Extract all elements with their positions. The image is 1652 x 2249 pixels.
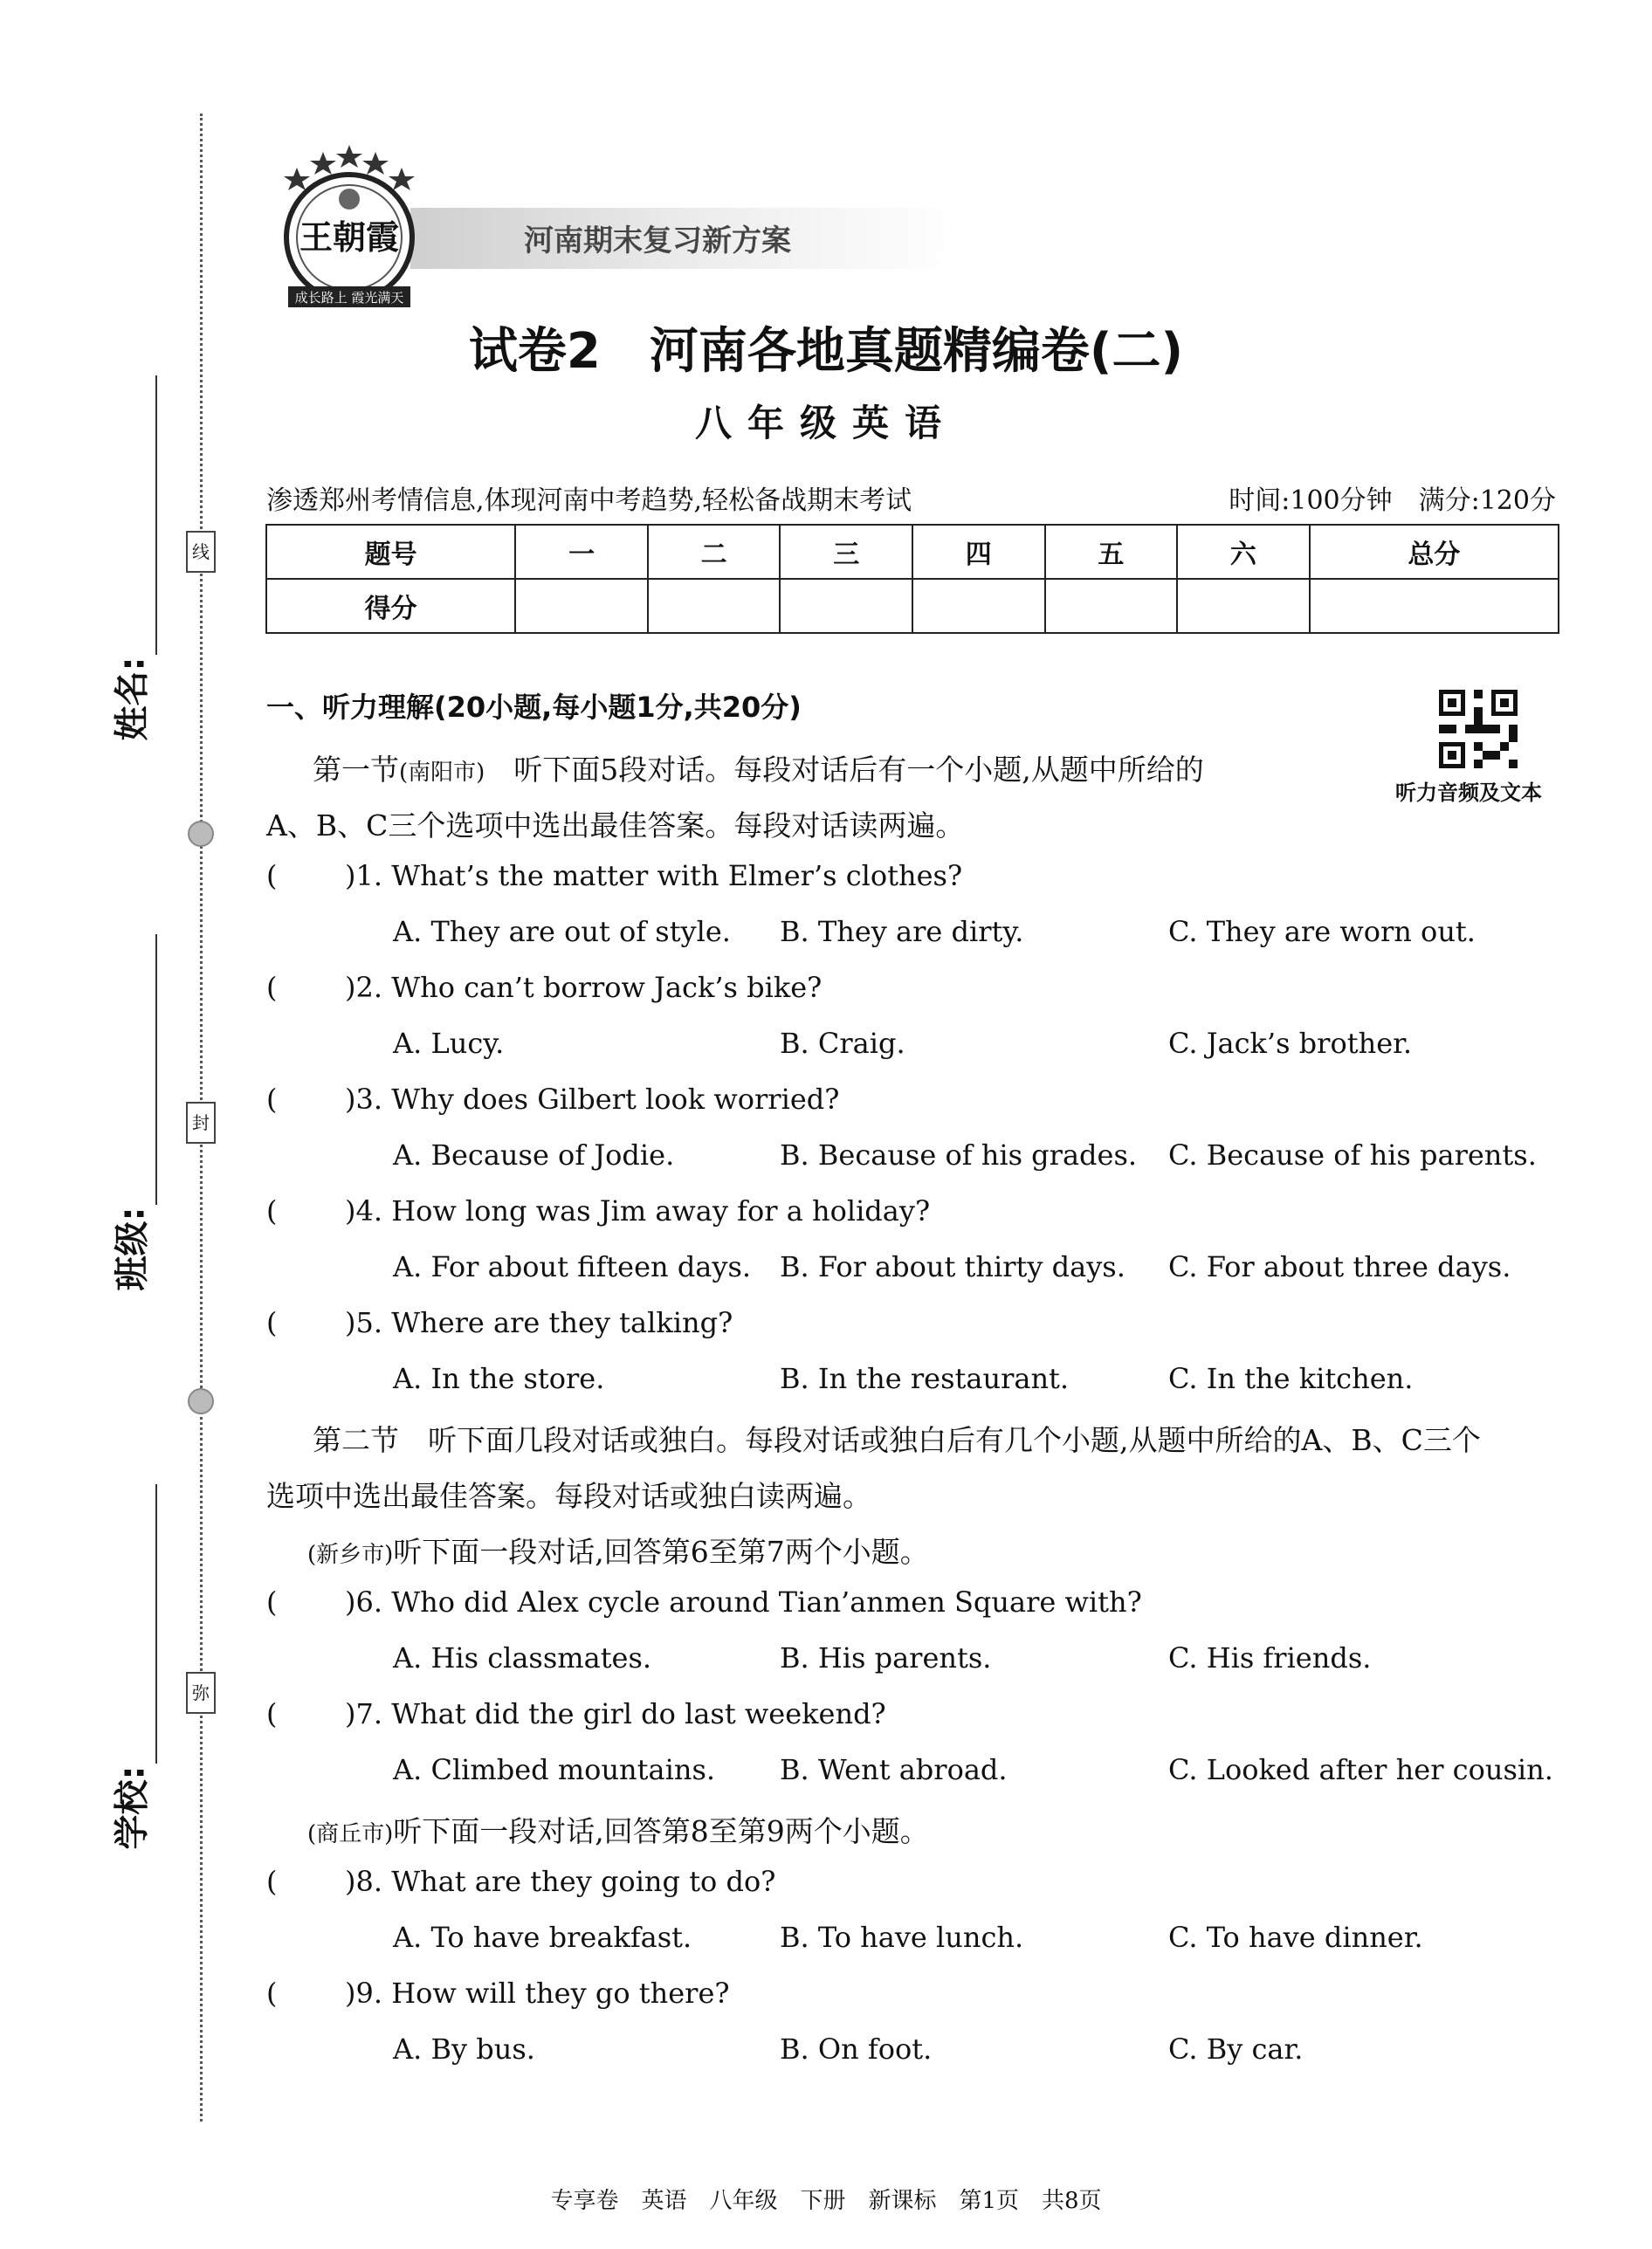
question-6: ( )6. Who did Alex cycle around Tian’anmen Square with? bbox=[266, 1585, 1142, 1619]
question-4: ( )4. How long was Jim away for a holiday? bbox=[266, 1194, 931, 1228]
option-b: B. In the restaurant. bbox=[780, 1362, 1070, 1395]
score-cell[interactable] bbox=[1177, 579, 1310, 633]
binding-ornament bbox=[188, 821, 214, 847]
qr-caption: 听力音频及文本 bbox=[1395, 781, 1542, 805]
part2-intro-line2: 选项中选出最佳答案。每段对话或独白读两遍。 bbox=[266, 1479, 871, 1513]
score-value-row bbox=[266, 579, 1559, 633]
group1-text: 听下面一段对话,回答第6至第7两个小题。 bbox=[393, 1535, 929, 1569]
option-c: C. They are worn out. bbox=[1168, 915, 1476, 948]
question-stem: 6. Who did Alex cycle around Tian’anmen Square with? bbox=[355, 1585, 1142, 1619]
option-c: C. By car. bbox=[1168, 2032, 1304, 2066]
question-stem: 5. Where are they talking? bbox=[355, 1306, 733, 1339]
answer-paren[interactable]: ( bbox=[266, 1194, 278, 1228]
question-3: ( )3. Why does Gilbert look worried? bbox=[266, 1083, 840, 1116]
option-c: C. Looked after her cousin. bbox=[1168, 1753, 1553, 1786]
option-a: A. Because of Jodie. bbox=[393, 1138, 675, 1172]
option-b: B. To have lunch. bbox=[780, 1921, 1024, 1954]
answer-paren[interactable]: ( bbox=[266, 859, 278, 892]
name-label: 姓名: bbox=[112, 657, 153, 741]
option-c: C. To have dinner. bbox=[1168, 1921, 1423, 1954]
part1-label: 第一节 bbox=[313, 753, 399, 787]
logo-slogan: 成长路上 霞光满天 bbox=[294, 290, 404, 306]
question-2: ( )2. Who can’t borrow Jack’s bike? bbox=[266, 971, 823, 1004]
answer-paren[interactable]: ( bbox=[266, 1865, 278, 1898]
class-input-line[interactable] bbox=[155, 934, 157, 1205]
group2-instruction bbox=[307, 1809, 929, 1850]
qr-code-icon[interactable] bbox=[1439, 690, 1518, 768]
option-a: A. By bus. bbox=[393, 2032, 535, 2066]
binding-ornament bbox=[188, 1388, 214, 1414]
answer-paren[interactable]: ( bbox=[266, 1977, 278, 2010]
class-label: 班级: bbox=[112, 1207, 153, 1291]
score-col-3: 三 bbox=[780, 525, 912, 579]
score-cell[interactable] bbox=[648, 579, 781, 633]
group2-text: 听下面一段对话,回答第8至第9两个小题。 bbox=[393, 1814, 929, 1848]
question-stem: 1. What’s the matter with Elmer’s clothes? bbox=[355, 859, 963, 892]
part1-text: 听下面5段对话。每段对话后有一个小题,从题中所给的 bbox=[513, 753, 1204, 787]
option-a: A. In the store. bbox=[393, 1362, 605, 1395]
option-a: A. His classmates. bbox=[393, 1641, 652, 1675]
group2-city: (商丘市) bbox=[307, 1821, 394, 1847]
answer-paren[interactable]: ( bbox=[266, 1585, 278, 1619]
part1-intro-line2: A、B、C三个选项中选出最佳答案。每段对话读两遍。 bbox=[266, 808, 965, 843]
question-5: ( )5. Where are they talking? bbox=[266, 1306, 733, 1339]
score-col-4: 四 bbox=[912, 525, 1045, 579]
option-a: A. To have breakfast. bbox=[393, 1921, 692, 1954]
question-stem: 8. What are they going to do? bbox=[355, 1865, 776, 1898]
option-c: C. In the kitchen. bbox=[1168, 1362, 1414, 1395]
school-label: 学校: bbox=[112, 1765, 153, 1850]
option-a: A. For about fifteen days. bbox=[393, 1250, 752, 1283]
page-footer: 专享卷 英语 八年级 下册 新课标 第1页 共8页 bbox=[550, 2188, 1102, 2214]
seal-mark-line: 线 bbox=[186, 531, 216, 573]
question-1: ( )1. What’s the matter with Elmer’s clothes? bbox=[266, 859, 963, 892]
option-a: A. Climbed mountains. bbox=[393, 1753, 716, 1786]
score-row-label: 得分 bbox=[266, 579, 515, 633]
seal-mark-close: 弥 bbox=[186, 1672, 216, 1714]
option-c: C. For about three days. bbox=[1168, 1250, 1511, 1283]
question-stem: 2. Who can’t borrow Jack’s bike? bbox=[355, 971, 823, 1004]
group1-city: (新乡市) bbox=[307, 1542, 394, 1568]
option-c: C. Because of his parents. bbox=[1168, 1138, 1537, 1172]
answer-paren[interactable]: ( bbox=[266, 1697, 278, 1730]
answer-paren[interactable]: ( bbox=[266, 1083, 278, 1116]
question-9: ( )9. How will they go there? bbox=[266, 1977, 730, 2010]
question-stem: 3. Why does Gilbert look worried? bbox=[355, 1083, 840, 1116]
option-c: C. Jack’s brother. bbox=[1168, 1027, 1413, 1060]
banner-text: 河南期末复习新方案 bbox=[524, 224, 791, 258]
option-b: B. Went abroad. bbox=[780, 1753, 1008, 1786]
exam-time-info: 时间:100分钟 满分:120分 bbox=[1229, 485, 1556, 516]
brand-logo bbox=[262, 140, 437, 314]
question-stem: 9. How will they go there? bbox=[355, 1977, 730, 2010]
score-cell[interactable] bbox=[515, 579, 648, 633]
score-table bbox=[265, 524, 1559, 634]
answer-paren[interactable]: ( bbox=[266, 971, 278, 1004]
exam-title: 试卷2 河南各地真题精编卷(二) bbox=[468, 323, 1184, 380]
option-b: B. His parents. bbox=[780, 1641, 992, 1675]
school-input-line[interactable] bbox=[155, 1484, 157, 1764]
part1-intro-line1 bbox=[313, 747, 1204, 788]
score-cell[interactable] bbox=[1045, 579, 1178, 633]
option-b: B. For about thirty days. bbox=[780, 1250, 1125, 1283]
question-8: ( )8. What are they going to do? bbox=[266, 1865, 776, 1898]
logo-name: 王朝霞 bbox=[299, 218, 400, 257]
score-header-row bbox=[266, 525, 1559, 579]
score-col-total: 总分 bbox=[1310, 525, 1559, 579]
group1-instruction bbox=[307, 1530, 929, 1571]
part1-city: (南阳市) bbox=[399, 760, 485, 786]
seal-mark-seal: 封 bbox=[186, 1102, 216, 1144]
option-b: B. They are dirty. bbox=[780, 915, 1024, 948]
option-c: C. His friends. bbox=[1168, 1641, 1372, 1675]
section-title: 一、听力理解(20小题,每小题1分,共20分) bbox=[266, 691, 802, 724]
question-7: ( )7. What did the girl do last weekend? bbox=[266, 1697, 886, 1730]
option-b: B. On foot. bbox=[780, 2032, 933, 2066]
option-a: A. They are out of style. bbox=[393, 915, 731, 948]
question-stem: 4. How long was Jim away for a holiday? bbox=[355, 1194, 931, 1228]
option-b: B. Craig. bbox=[780, 1027, 905, 1060]
exam-subject: 八年级英语 bbox=[694, 402, 957, 444]
option-a: A. Lucy. bbox=[393, 1027, 505, 1060]
score-cell[interactable] bbox=[912, 579, 1045, 633]
score-col-5: 五 bbox=[1045, 525, 1178, 579]
score-col-2: 二 bbox=[648, 525, 781, 579]
option-b: B. Because of his grades. bbox=[780, 1138, 1138, 1172]
answer-paren[interactable]: ( bbox=[266, 1306, 278, 1339]
score-cell[interactable] bbox=[1310, 579, 1559, 633]
score-col-label: 题号 bbox=[266, 525, 515, 579]
score-col-1: 一 bbox=[515, 525, 648, 579]
score-col-6: 六 bbox=[1177, 525, 1310, 579]
question-stem: 7. What did the girl do last weekend? bbox=[355, 1697, 886, 1730]
part2-intro-line1: 第二节 听下面几段对话或独白。每段对话或独白后有几个小题,从题中所给的A、B、C三个 bbox=[313, 1423, 1481, 1457]
exam-tagline: 渗透郑州考情信息,体现河南中考趋势,轻松备战期末考试 bbox=[266, 485, 912, 516]
score-cell[interactable] bbox=[780, 579, 912, 633]
